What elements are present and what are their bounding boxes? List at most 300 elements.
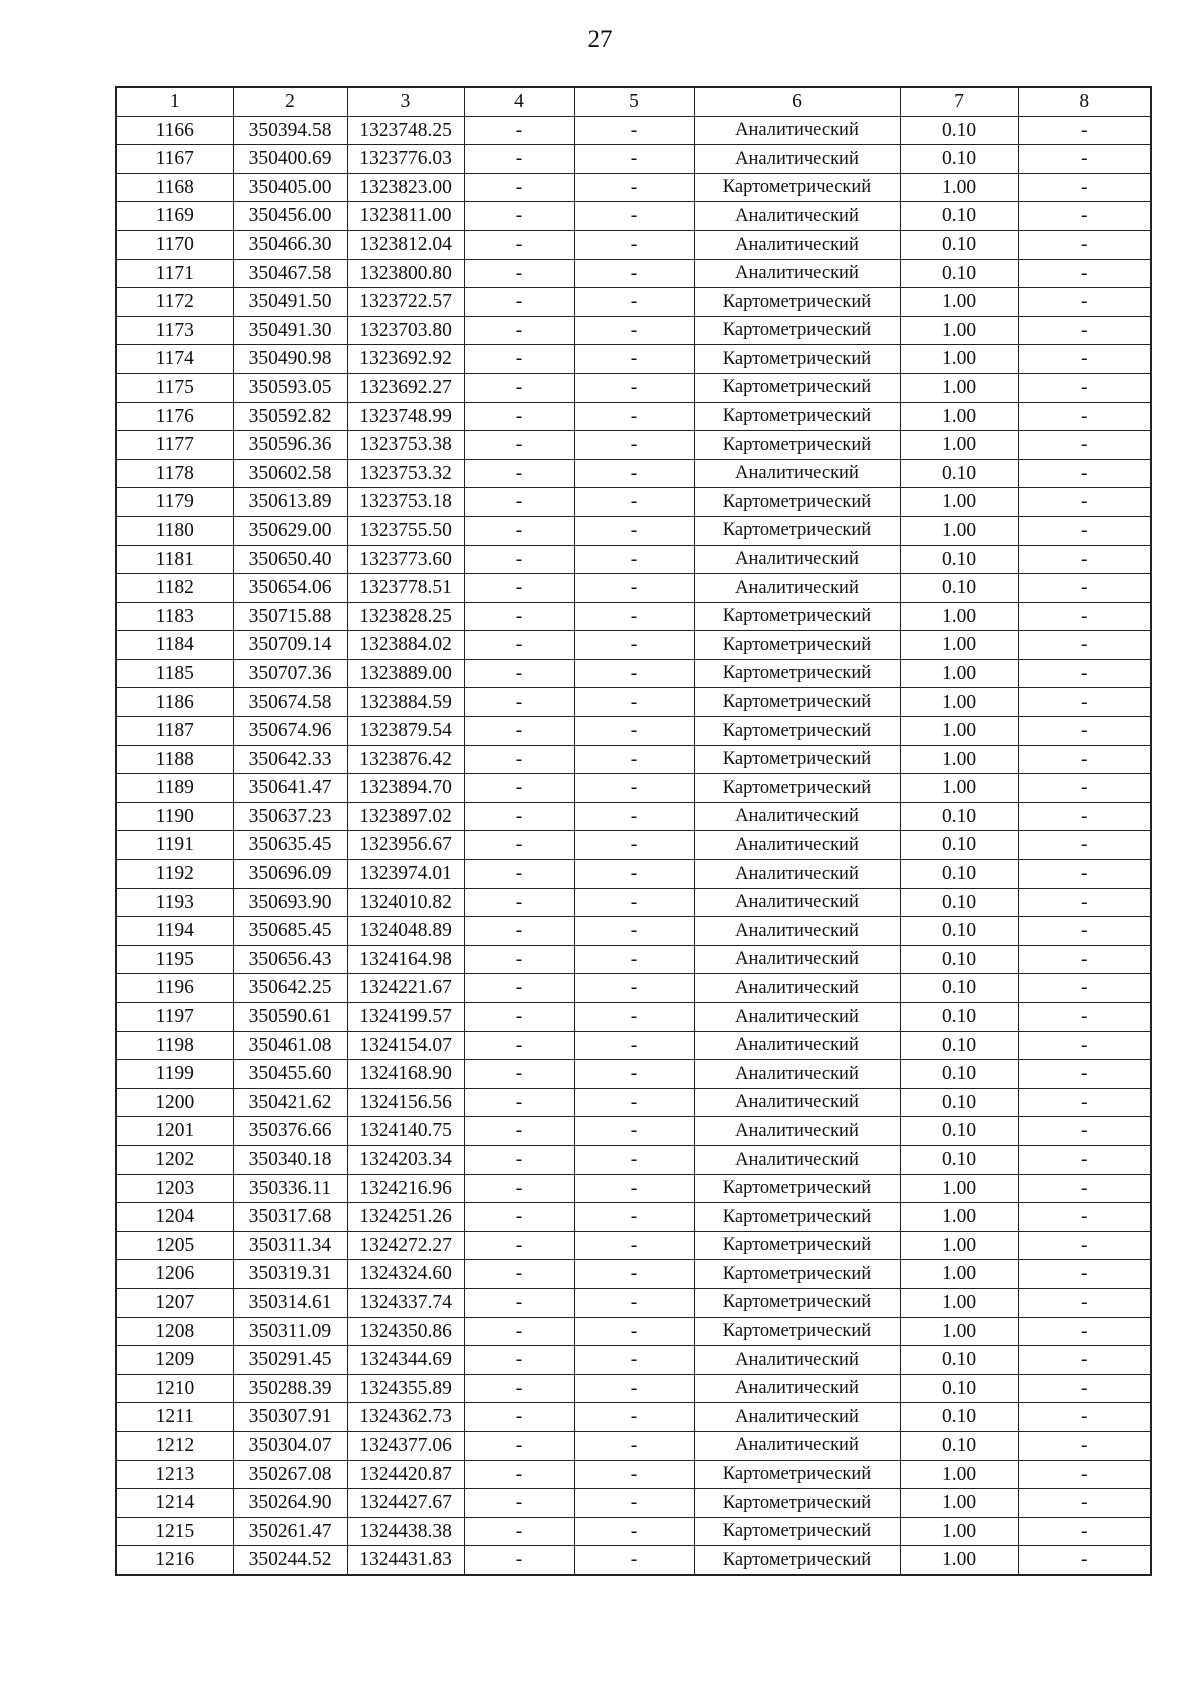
- col-5-cell: -: [574, 1517, 694, 1546]
- col-5-cell: -: [574, 116, 694, 145]
- coord-y-cell: 1323823.00: [347, 173, 464, 202]
- table-row: [116, 288, 1151, 317]
- col-8-cell: -: [1018, 860, 1151, 889]
- point-number-cell: 1196: [116, 974, 233, 1003]
- table-row: [116, 116, 1151, 145]
- col-5-cell: -: [574, 688, 694, 717]
- col-5-cell: -: [574, 345, 694, 374]
- coord-y-cell: 1323894.70: [347, 774, 464, 803]
- col-5-cell: -: [574, 1088, 694, 1117]
- point-number-cell: 1189: [116, 774, 233, 803]
- accuracy-cell: 1.00: [900, 488, 1018, 517]
- col-5-cell: -: [574, 1346, 694, 1375]
- coordinates-table: [115, 86, 1152, 1576]
- table-row: [116, 745, 1151, 774]
- point-number-cell: 1193: [116, 888, 233, 917]
- col-8-cell: -: [1018, 1117, 1151, 1146]
- coord-x-cell: 350405.00: [233, 173, 347, 202]
- coord-x-cell: 350696.09: [233, 860, 347, 889]
- col-5-cell: -: [574, 717, 694, 746]
- coord-y-cell: 1324377.06: [347, 1431, 464, 1460]
- coord-x-cell: 350602.58: [233, 459, 347, 488]
- col-4-cell: -: [464, 945, 574, 974]
- accuracy-cell: 0.10: [900, 831, 1018, 860]
- coord-y-cell: 1323776.03: [347, 145, 464, 174]
- point-number-cell: 1213: [116, 1460, 233, 1489]
- accuracy-cell: 1.00: [900, 1174, 1018, 1203]
- coord-x-cell: 350267.08: [233, 1460, 347, 1489]
- coord-y-cell: 1324156.56: [347, 1088, 464, 1117]
- col-8-cell: -: [1018, 459, 1151, 488]
- accuracy-cell: 1.00: [900, 1489, 1018, 1518]
- coord-y-cell: 1323748.99: [347, 402, 464, 431]
- coord-x-cell: 350291.45: [233, 1346, 347, 1375]
- coord-x-cell: 350421.62: [233, 1088, 347, 1117]
- col-5-cell: -: [574, 860, 694, 889]
- method-cell: Картометрический: [694, 431, 900, 460]
- point-number-cell: 1204: [116, 1203, 233, 1232]
- coord-x-cell: 350592.82: [233, 402, 347, 431]
- col-4-cell: -: [464, 1346, 574, 1375]
- table-row: [116, 1088, 1151, 1117]
- coord-x-cell: 350461.08: [233, 1031, 347, 1060]
- method-cell: Аналитический: [694, 116, 900, 145]
- col-4-cell: -: [464, 1317, 574, 1346]
- col-4-cell: -: [464, 316, 574, 345]
- col-5-cell: -: [574, 888, 694, 917]
- point-number-cell: 1212: [116, 1431, 233, 1460]
- table-row: [116, 1117, 1151, 1146]
- coord-x-cell: 350336.11: [233, 1174, 347, 1203]
- col-4-cell: -: [464, 1003, 574, 1032]
- col-8-cell: -: [1018, 173, 1151, 202]
- col-4-cell: -: [464, 545, 574, 574]
- coord-y-cell: 1323812.04: [347, 230, 464, 259]
- accuracy-cell: 0.10: [900, 945, 1018, 974]
- coord-y-cell: 1324427.67: [347, 1489, 464, 1518]
- table-row: [116, 431, 1151, 460]
- coord-y-cell: 1324164.98: [347, 945, 464, 974]
- coord-y-cell: 1323778.51: [347, 574, 464, 603]
- coord-y-cell: 1324337.74: [347, 1288, 464, 1317]
- col-5-cell: -: [574, 1403, 694, 1432]
- col-5-cell: -: [574, 1117, 694, 1146]
- col-4-cell: -: [464, 1145, 574, 1174]
- col-4-cell: -: [464, 116, 574, 145]
- col-8-cell: -: [1018, 345, 1151, 374]
- col-4-cell: -: [464, 1174, 574, 1203]
- point-number-cell: 1205: [116, 1231, 233, 1260]
- table-row: [116, 1489, 1151, 1518]
- point-number-cell: 1195: [116, 945, 233, 974]
- col-8-cell: -: [1018, 945, 1151, 974]
- coord-x-cell: 350491.50: [233, 288, 347, 317]
- col-8-cell: -: [1018, 1489, 1151, 1518]
- method-cell: Аналитический: [694, 1031, 900, 1060]
- col-8-cell: -: [1018, 1031, 1151, 1060]
- coord-y-cell: 1323956.67: [347, 831, 464, 860]
- col-5-cell: -: [574, 516, 694, 545]
- col-8-cell: -: [1018, 688, 1151, 717]
- accuracy-cell: 1.00: [900, 1203, 1018, 1232]
- table-row: [116, 1260, 1151, 1289]
- coord-x-cell: 350590.61: [233, 1003, 347, 1032]
- table-row: [116, 774, 1151, 803]
- point-number-cell: 1184: [116, 631, 233, 660]
- col-5-cell: -: [574, 1231, 694, 1260]
- coord-y-cell: 1323753.38: [347, 431, 464, 460]
- coord-y-cell: 1324251.26: [347, 1203, 464, 1232]
- point-number-cell: 1215: [116, 1517, 233, 1546]
- table-row: [116, 145, 1151, 174]
- table-row: [116, 516, 1151, 545]
- table-row: [116, 974, 1151, 1003]
- table-row: [116, 717, 1151, 746]
- header-col-7: 7: [900, 87, 1018, 116]
- table-row: [116, 545, 1151, 574]
- point-number-cell: 1170: [116, 230, 233, 259]
- header-row: [116, 87, 1151, 116]
- col-4-cell: -: [464, 860, 574, 889]
- accuracy-cell: 1.00: [900, 373, 1018, 402]
- method-cell: Аналитический: [694, 145, 900, 174]
- coord-x-cell: 350400.69: [233, 145, 347, 174]
- method-cell: Картометрический: [694, 288, 900, 317]
- accuracy-cell: 1.00: [900, 602, 1018, 631]
- accuracy-cell: 1.00: [900, 774, 1018, 803]
- accuracy-cell: 1.00: [900, 631, 1018, 660]
- coord-x-cell: 350376.66: [233, 1117, 347, 1146]
- point-number-cell: 1214: [116, 1489, 233, 1518]
- col-8-cell: -: [1018, 431, 1151, 460]
- col-5-cell: -: [574, 202, 694, 231]
- col-4-cell: -: [464, 230, 574, 259]
- col-5-cell: -: [574, 945, 694, 974]
- col-8-cell: -: [1018, 1460, 1151, 1489]
- col-4-cell: -: [464, 774, 574, 803]
- method-cell: Картометрический: [694, 1288, 900, 1317]
- method-cell: Картометрический: [694, 316, 900, 345]
- accuracy-cell: 0.10: [900, 1088, 1018, 1117]
- coord-x-cell: 350596.36: [233, 431, 347, 460]
- col-5-cell: -: [574, 545, 694, 574]
- coord-y-cell: 1324221.67: [347, 974, 464, 1003]
- header-col-1: 1: [116, 87, 233, 116]
- col-5-cell: -: [574, 173, 694, 202]
- method-cell: Аналитический: [694, 259, 900, 288]
- header-col-5: 5: [574, 87, 694, 116]
- accuracy-cell: 1.00: [900, 1288, 1018, 1317]
- accuracy-cell: 0.10: [900, 1403, 1018, 1432]
- point-number-cell: 1181: [116, 545, 233, 574]
- col-8-cell: -: [1018, 1231, 1151, 1260]
- coord-y-cell: 1324199.57: [347, 1003, 464, 1032]
- method-cell: Аналитический: [694, 1374, 900, 1403]
- col-4-cell: -: [464, 1060, 574, 1089]
- coord-y-cell: 1324216.96: [347, 1174, 464, 1203]
- accuracy-cell: 1.00: [900, 717, 1018, 746]
- coord-y-cell: 1324355.89: [347, 1374, 464, 1403]
- method-cell: Картометрический: [694, 631, 900, 660]
- method-cell: Аналитический: [694, 917, 900, 946]
- method-cell: Картометрический: [694, 1231, 900, 1260]
- table-row: [116, 373, 1151, 402]
- col-4-cell: -: [464, 659, 574, 688]
- method-cell: Картометрический: [694, 516, 900, 545]
- col-8-cell: -: [1018, 259, 1151, 288]
- col-8-cell: -: [1018, 602, 1151, 631]
- coord-y-cell: 1323692.27: [347, 373, 464, 402]
- table-row: [116, 1031, 1151, 1060]
- point-number-cell: 1191: [116, 831, 233, 860]
- coord-y-cell: 1323879.54: [347, 717, 464, 746]
- coord-y-cell: 1324362.73: [347, 1403, 464, 1432]
- col-5-cell: -: [574, 745, 694, 774]
- point-number-cell: 1180: [116, 516, 233, 545]
- col-8-cell: -: [1018, 802, 1151, 831]
- col-4-cell: -: [464, 373, 574, 402]
- point-number-cell: 1178: [116, 459, 233, 488]
- col-5-cell: -: [574, 1546, 694, 1575]
- col-4-cell: -: [464, 602, 574, 631]
- col-8-cell: -: [1018, 1346, 1151, 1375]
- coord-y-cell: 1323773.60: [347, 545, 464, 574]
- col-5-cell: -: [574, 1460, 694, 1489]
- col-5-cell: -: [574, 659, 694, 688]
- coord-x-cell: 350654.06: [233, 574, 347, 603]
- col-4-cell: -: [464, 145, 574, 174]
- method-cell: Картометрический: [694, 402, 900, 431]
- table-row: [116, 1460, 1151, 1489]
- method-cell: Картометрический: [694, 688, 900, 717]
- point-number-cell: 1171: [116, 259, 233, 288]
- point-number-cell: 1183: [116, 602, 233, 631]
- method-cell: Картометрический: [694, 717, 900, 746]
- coord-x-cell: 350674.58: [233, 688, 347, 717]
- method-cell: Картометрический: [694, 745, 900, 774]
- accuracy-cell: 1.00: [900, 659, 1018, 688]
- coord-y-cell: 1323974.01: [347, 860, 464, 889]
- coord-x-cell: 350304.07: [233, 1431, 347, 1460]
- col-8-cell: -: [1018, 316, 1151, 345]
- col-4-cell: -: [464, 1517, 574, 1546]
- accuracy-cell: 1.00: [900, 316, 1018, 345]
- col-5-cell: -: [574, 574, 694, 603]
- coord-x-cell: 350261.47: [233, 1517, 347, 1546]
- coord-y-cell: 1324010.82: [347, 888, 464, 917]
- col-5-cell: -: [574, 1489, 694, 1518]
- col-5-cell: -: [574, 774, 694, 803]
- col-8-cell: -: [1018, 373, 1151, 402]
- accuracy-cell: 1.00: [900, 1317, 1018, 1346]
- coord-y-cell: 1323800.80: [347, 259, 464, 288]
- point-number-cell: 1211: [116, 1403, 233, 1432]
- col-4-cell: -: [464, 1231, 574, 1260]
- accuracy-cell: 1.00: [900, 745, 1018, 774]
- col-5-cell: -: [574, 1174, 694, 1203]
- table-row: [116, 602, 1151, 631]
- col-5-cell: -: [574, 230, 694, 259]
- table-row: [116, 1203, 1151, 1232]
- col-4-cell: -: [464, 173, 574, 202]
- coord-y-cell: 1324203.34: [347, 1145, 464, 1174]
- method-cell: Аналитический: [694, 888, 900, 917]
- accuracy-cell: 0.10: [900, 574, 1018, 603]
- col-8-cell: -: [1018, 631, 1151, 660]
- coord-y-cell: 1323748.25: [347, 116, 464, 145]
- col-4-cell: -: [464, 516, 574, 545]
- col-5-cell: -: [574, 631, 694, 660]
- coord-x-cell: 350635.45: [233, 831, 347, 860]
- col-5-cell: -: [574, 1060, 694, 1089]
- table-row: [116, 917, 1151, 946]
- col-8-cell: -: [1018, 402, 1151, 431]
- col-5-cell: -: [574, 402, 694, 431]
- col-8-cell: -: [1018, 974, 1151, 1003]
- accuracy-cell: 0.10: [900, 1003, 1018, 1032]
- coord-y-cell: 1324154.07: [347, 1031, 464, 1060]
- coord-x-cell: 350674.96: [233, 717, 347, 746]
- col-4-cell: -: [464, 688, 574, 717]
- coord-y-cell: 1324048.89: [347, 917, 464, 946]
- coord-y-cell: 1324272.27: [347, 1231, 464, 1260]
- coord-y-cell: 1323753.18: [347, 488, 464, 517]
- method-cell: Аналитический: [694, 1431, 900, 1460]
- col-4-cell: -: [464, 1489, 574, 1518]
- header-col-2: 2: [233, 87, 347, 116]
- accuracy-cell: 0.10: [900, 1145, 1018, 1174]
- col-4-cell: -: [464, 345, 574, 374]
- coord-y-cell: 1323897.02: [347, 802, 464, 831]
- coord-y-cell: 1323828.25: [347, 602, 464, 631]
- coord-x-cell: 350593.05: [233, 373, 347, 402]
- method-cell: Аналитический: [694, 202, 900, 231]
- coord-y-cell: 1324420.87: [347, 1460, 464, 1489]
- col-4-cell: -: [464, 1203, 574, 1232]
- col-8-cell: -: [1018, 1403, 1151, 1432]
- accuracy-cell: 0.10: [900, 1346, 1018, 1375]
- method-cell: Картометрический: [694, 1260, 900, 1289]
- table-row: [116, 259, 1151, 288]
- accuracy-cell: 0.10: [900, 917, 1018, 946]
- col-8-cell: -: [1018, 831, 1151, 860]
- col-5-cell: -: [574, 1260, 694, 1289]
- method-cell: Аналитический: [694, 1117, 900, 1146]
- col-4-cell: -: [464, 1374, 574, 1403]
- table-row: [116, 402, 1151, 431]
- col-4-cell: -: [464, 917, 574, 946]
- method-cell: Картометрический: [694, 1517, 900, 1546]
- coord-x-cell: 350314.61: [233, 1288, 347, 1317]
- coord-y-cell: 1323889.00: [347, 659, 464, 688]
- method-cell: Аналитический: [694, 1145, 900, 1174]
- method-cell: Картометрический: [694, 602, 900, 631]
- table-row: [116, 688, 1151, 717]
- coord-x-cell: 350709.14: [233, 631, 347, 660]
- accuracy-cell: 1.00: [900, 1260, 1018, 1289]
- method-cell: Картометрический: [694, 1174, 900, 1203]
- point-number-cell: 1187: [116, 717, 233, 746]
- table-row: [116, 1546, 1151, 1575]
- point-number-cell: 1216: [116, 1546, 233, 1575]
- method-cell: Аналитический: [694, 860, 900, 889]
- point-number-cell: 1176: [116, 402, 233, 431]
- coord-y-cell: 1323811.00: [347, 202, 464, 231]
- coord-x-cell: 350490.98: [233, 345, 347, 374]
- accuracy-cell: 0.10: [900, 459, 1018, 488]
- col-8-cell: -: [1018, 1317, 1151, 1346]
- col-8-cell: -: [1018, 488, 1151, 517]
- header-col-4: 4: [464, 87, 574, 116]
- point-number-cell: 1186: [116, 688, 233, 717]
- col-4-cell: -: [464, 488, 574, 517]
- method-cell: Аналитический: [694, 1346, 900, 1375]
- table-row: [116, 1403, 1151, 1432]
- col-8-cell: -: [1018, 1145, 1151, 1174]
- coord-y-cell: 1323755.50: [347, 516, 464, 545]
- col-8-cell: -: [1018, 1060, 1151, 1089]
- col-4-cell: -: [464, 631, 574, 660]
- accuracy-cell: 1.00: [900, 1231, 1018, 1260]
- col-4-cell: -: [464, 288, 574, 317]
- table-row: [116, 1431, 1151, 1460]
- method-cell: Аналитический: [694, 974, 900, 1003]
- col-4-cell: -: [464, 888, 574, 917]
- header-col-3: 3: [347, 87, 464, 116]
- point-number-cell: 1190: [116, 802, 233, 831]
- col-4-cell: -: [464, 974, 574, 1003]
- col-4-cell: -: [464, 402, 574, 431]
- coord-x-cell: 350466.30: [233, 230, 347, 259]
- table-body: [116, 116, 1151, 1575]
- point-number-cell: 1197: [116, 1003, 233, 1032]
- coord-x-cell: 350637.23: [233, 802, 347, 831]
- col-8-cell: -: [1018, 574, 1151, 603]
- col-8-cell: -: [1018, 1288, 1151, 1317]
- accuracy-cell: 0.10: [900, 259, 1018, 288]
- coord-x-cell: 350455.60: [233, 1060, 347, 1089]
- header-col-8: 8: [1018, 87, 1151, 116]
- accuracy-cell: 0.10: [900, 116, 1018, 145]
- coord-y-cell: 1324140.75: [347, 1117, 464, 1146]
- point-number-cell: 1172: [116, 288, 233, 317]
- method-cell: Картометрический: [694, 1317, 900, 1346]
- method-cell: Картометрический: [694, 1460, 900, 1489]
- point-number-cell: 1169: [116, 202, 233, 231]
- col-8-cell: -: [1018, 1431, 1151, 1460]
- table-row: [116, 631, 1151, 660]
- col-8-cell: -: [1018, 1203, 1151, 1232]
- accuracy-cell: 0.10: [900, 1031, 1018, 1060]
- col-4-cell: -: [464, 1031, 574, 1060]
- table-row: [116, 488, 1151, 517]
- table-row: [116, 1145, 1151, 1174]
- accuracy-cell: 1.00: [900, 345, 1018, 374]
- table-row: [116, 860, 1151, 889]
- coord-y-cell: 1324438.38: [347, 1517, 464, 1546]
- accuracy-cell: 0.10: [900, 202, 1018, 231]
- col-8-cell: -: [1018, 659, 1151, 688]
- table-row: [116, 230, 1151, 259]
- method-cell: Картометрический: [694, 1489, 900, 1518]
- point-number-cell: 1192: [116, 860, 233, 889]
- table-row: [116, 345, 1151, 374]
- col-5-cell: -: [574, 1431, 694, 1460]
- page-number: 27: [587, 26, 613, 53]
- method-cell: Аналитический: [694, 545, 900, 574]
- accuracy-cell: 1.00: [900, 173, 1018, 202]
- accuracy-cell: 0.10: [900, 860, 1018, 889]
